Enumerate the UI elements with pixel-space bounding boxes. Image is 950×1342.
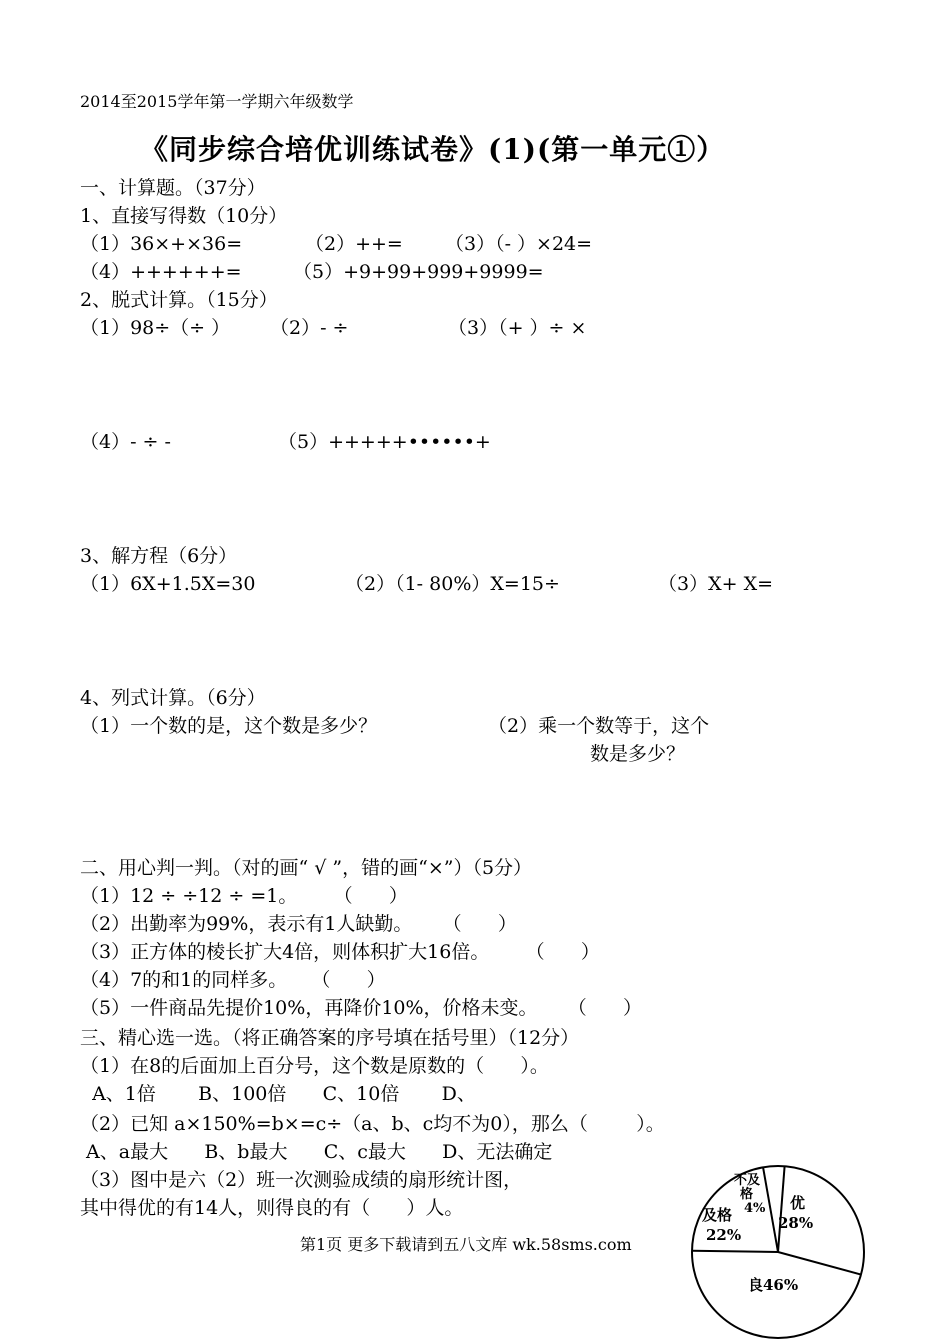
pie-label-excellent-pct: 28% (778, 1214, 814, 1232)
q2-item-1: （1）98÷（÷ ） (80, 317, 231, 339)
section3-heading: 三、精心选一选。（将正确答案的序号填在括号里）（12分） (80, 1027, 580, 1049)
q3-item-2: （2）（1- 80%）X=15÷ (345, 573, 560, 595)
q1-heading: 1、直接写得数（10分） (80, 205, 288, 227)
pie-slice-boundary (778, 1252, 861, 1275)
judge-item-2: （2）出勤率为99%，表示有1人缺勤。 （ ） (80, 913, 517, 935)
choice-item-2-options: A、a最大 B、b最大 C、c最大 D、无法确定 (80, 1141, 553, 1163)
choice-item-1: （1）在8的后面加上百分号，这个数是原数的（ ）。 (80, 1055, 549, 1077)
pie-slice-boundary (692, 1251, 778, 1252)
q4-item-1: （1）一个数的是，这个数是多少？ (80, 715, 378, 737)
q3-item-1: （1）6X+1.5X=30 (80, 573, 256, 595)
section1-heading: 一、计算题。（37分） (80, 177, 266, 199)
q1-item-1: （1）36×+×36= (80, 233, 243, 255)
pie-label-fail-1: 不及 (734, 1173, 761, 1188)
q4-heading: 4、列式计算。（6分） (80, 687, 266, 709)
judge-item-5: （5）一件商品先提价10%，再降价10%，价格未变。 （ ） (80, 997, 642, 1019)
q1-item-3: （3）（- ）×24= (445, 233, 593, 255)
judge-item-1: （1）12 ÷ ÷12 ÷ =1。 （ ） (80, 885, 408, 907)
pie-label-fail-2: 格 (740, 1187, 754, 1202)
section2-heading: 二、用心判一判。（对的画“ √ ”，错的画“×”）（5分） (80, 857, 533, 879)
choice-item-1-options: A、1倍 B、100倍 C、10倍 D、 (80, 1083, 476, 1105)
q4-item-2: （2）乘一个数等于，这个 (488, 715, 710, 737)
q3-item-3: （3）X+ X= (658, 573, 774, 595)
pie-label-fail-pct: 4% (744, 1201, 766, 1216)
pie-label-pass-pct: 22% (706, 1226, 742, 1244)
pie-chart (688, 1162, 868, 1342)
pie-label-pass: 及格 (702, 1206, 733, 1224)
judge-item-4: （4）7的和1的同样多。 （ ） (80, 969, 386, 991)
year-line: 2014至2015学年第一学期六年级数学 (80, 92, 354, 111)
page-footer: 第1页 更多下载请到五八文库 wk.58sms.com (300, 1235, 632, 1254)
choice-item-3-cont: 其中得优的有14人，则得良的有（ ）人。 (80, 1197, 464, 1219)
judge-item-3: （3）正方体的棱长扩大4倍，则体积扩大16倍。 （ ） (80, 941, 600, 963)
q2-item-4: （4）- ÷ - (80, 431, 171, 453)
q4-item-2-cont: 数是多少？ (590, 743, 686, 765)
pie-slice-boundary (778, 1166, 785, 1252)
choice-item-2: （2）已知 a×150%=b×=c÷（a、b、c均不为0），那么（ ）。 (80, 1113, 665, 1135)
q2-item-2: （2）- ÷ (270, 317, 349, 339)
pie-label-good: 良46% (748, 1276, 799, 1294)
q1-item-4: （4）++++++= (80, 261, 242, 283)
q2-item-5: （5）+++++••••••+ (278, 431, 491, 453)
pie-label-excellent: 优 (790, 1194, 806, 1212)
choice-item-3: （3）图中是六（2）班一次测验成绩的扇形统计图， (80, 1169, 523, 1191)
q1-item-5: （5）+9+99+999+9999= (293, 261, 544, 283)
page-title: 《同步综合培优训练试卷》(1)(第一单元①） (140, 133, 726, 166)
q2-heading: 2、脱式计算。（15分） (80, 289, 278, 311)
q3-heading: 3、解方程（6分） (80, 545, 238, 567)
q2-item-3: （3）（+ ）÷ × (448, 317, 587, 339)
q1-item-2: （2）++= (305, 233, 403, 255)
